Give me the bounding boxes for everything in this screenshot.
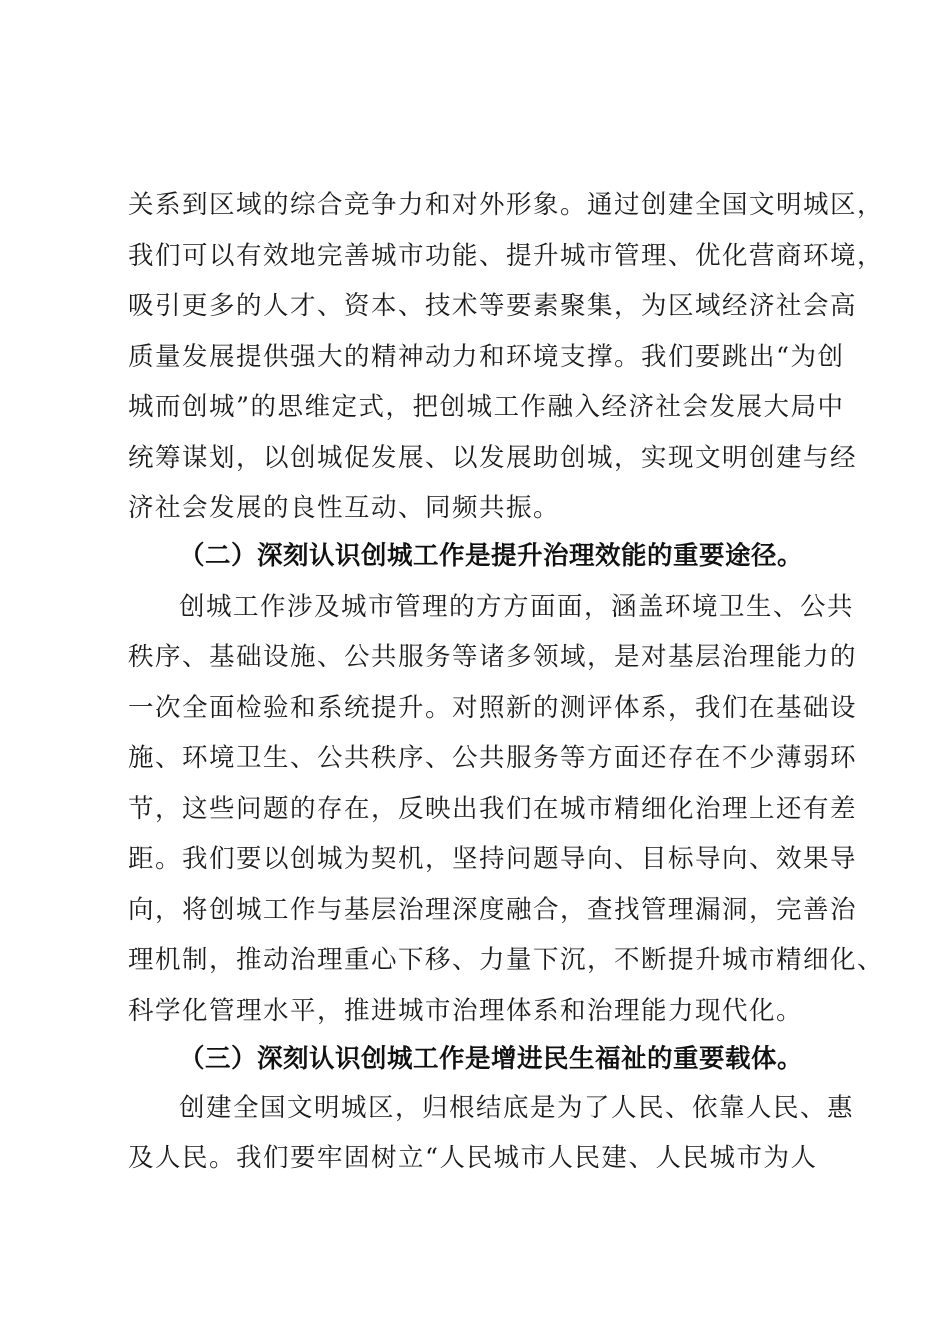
- paragraph-line: 我们可以有效地完善城市功能、提升城市管理、优化营商环境，: [128, 241, 885, 271]
- paragraph-line: 吸引更多的人才、资本、技术等要素聚集，为区域经济社会高: [128, 291, 858, 321]
- paragraph-line: 及人民。我们要牢固树立“人民城市人民建、人民城市为人: [128, 1143, 818, 1173]
- paragraph-line: 理机制，推动治理重心下移、力量下沉，不断提升城市精细化、: [128, 945, 885, 975]
- paragraph-line: 秩序、基础设施、公共服务等诸多领域，是对基层治理能力的: [128, 642, 858, 672]
- paragraph-line: 关系到区域的综合竞争力和对外形象。通过创建全国文明城区，: [128, 190, 885, 220]
- paragraph-line: 节，这些问题的存在，反映出我们在城市精细化治理上还有差: [128, 794, 858, 824]
- paragraph-line: 一次全面检验和系统提升。对照新的测评体系，我们在基础设: [128, 693, 858, 723]
- paragraph-line: 统筹谋划，以创城促发展、以发展助创城，实现文明创建与经: [128, 443, 858, 473]
- paragraph-line: 济社会发展的良性互动、同频共振。: [128, 493, 561, 523]
- paragraph-line: 创建全国文明城区，归根结底是为了人民、依靠人民、惠: [179, 1093, 855, 1123]
- paragraph-line: 城而创城”的思维定式，把创城工作融入经济社会发展大局中: [128, 392, 845, 422]
- section-heading-3: （三）深刻认识创城工作是增进民生福祉的重要载体。: [179, 1044, 804, 1074]
- paragraph-line: 创城工作涉及城市管理的方方面面，涵盖环境卫生、公共: [179, 592, 855, 622]
- paragraph-line: 距。我们要以创城为契机，坚持问题导向、目标导向、效果导: [128, 844, 858, 874]
- paragraph-line: 质量发展提供强大的精神动力和环境支撑。我们要跳出“为创: [128, 342, 845, 372]
- paragraph-line: 向，将创城工作与基层治理深度融合，查找管理漏洞，完善治: [128, 895, 858, 925]
- paragraph-line: 科学化管理水平，推进城市治理体系和治理能力现代化。: [128, 996, 804, 1026]
- section-heading-2: （二）深刻认识创城工作是提升治理效能的重要途径。: [179, 541, 804, 571]
- paragraph-line: 施、环境卫生、公共秩序、公共服务等方面还存在不少薄弱环: [128, 743, 858, 773]
